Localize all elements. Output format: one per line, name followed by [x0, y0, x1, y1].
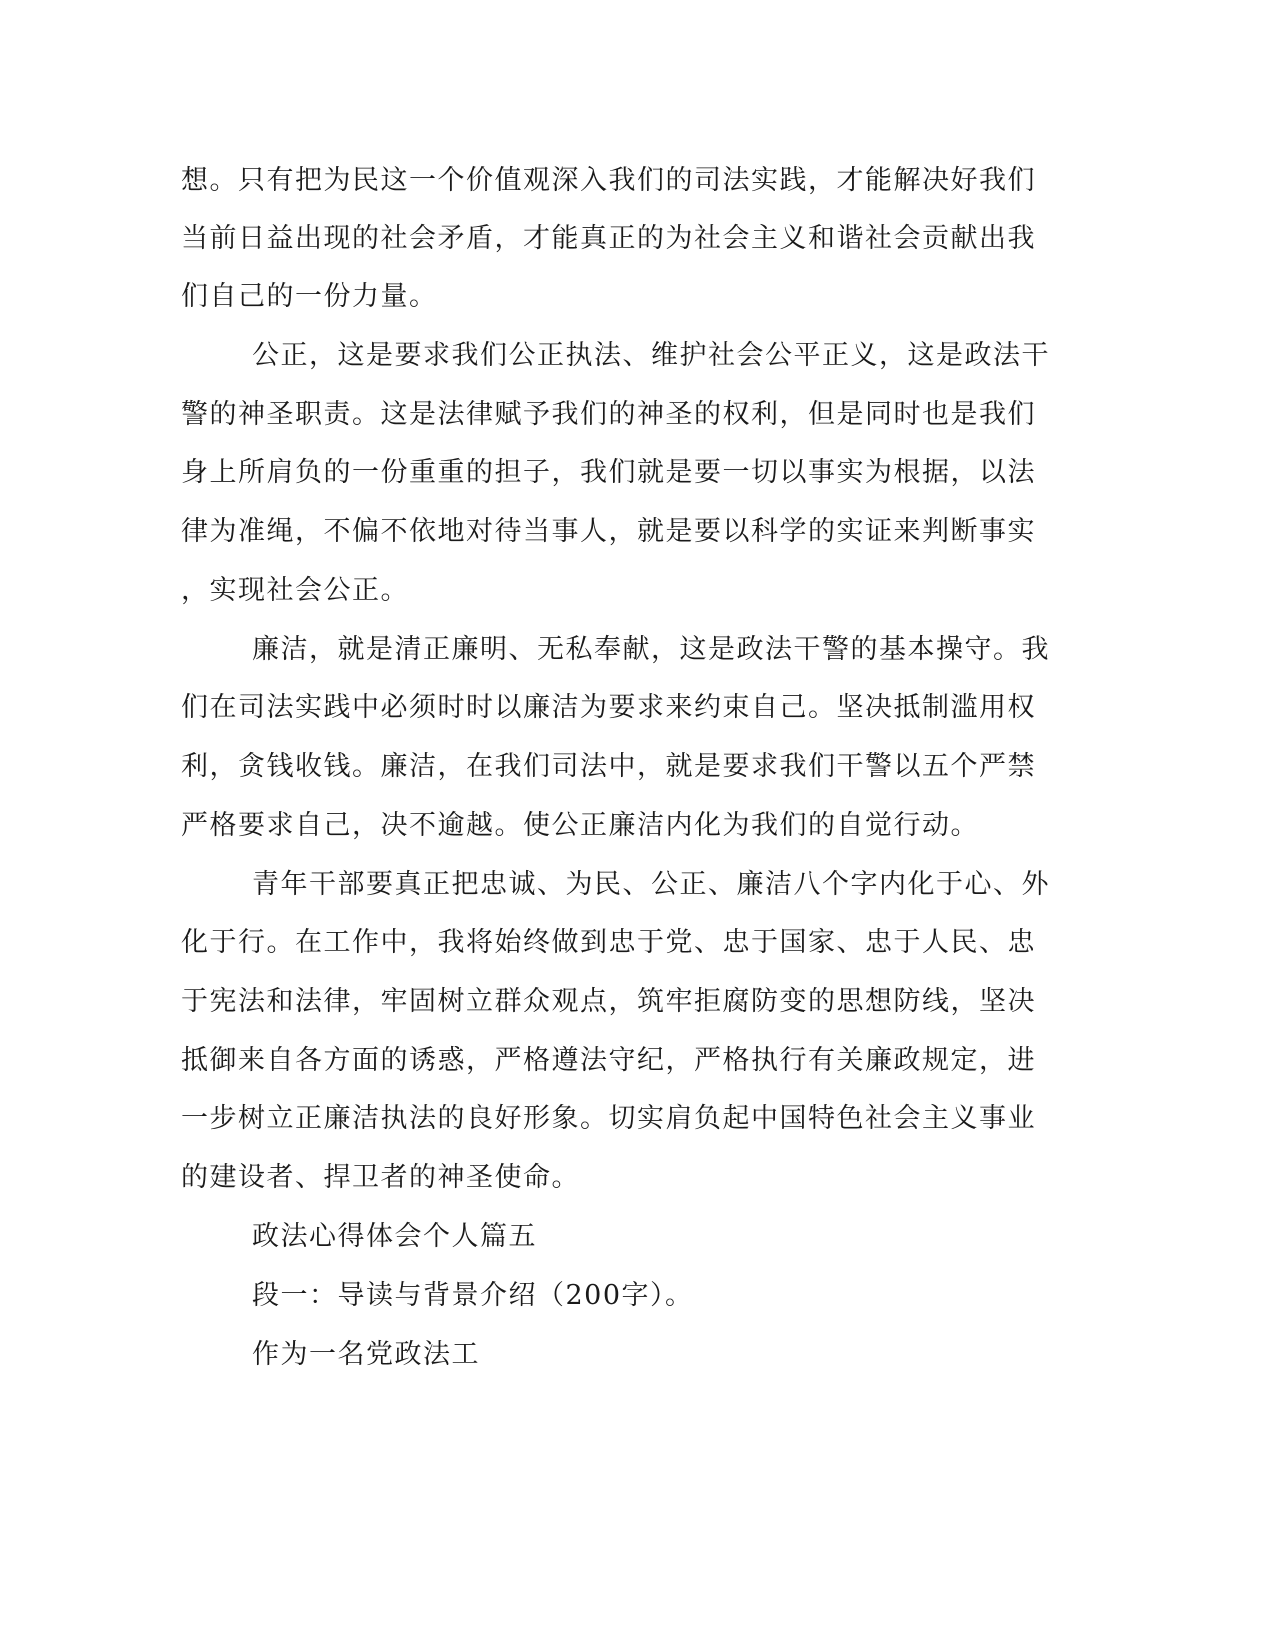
text-line: 利，贪钱收钱。廉洁，在我们司法中，就是要求我们干警以五个严禁 [181, 751, 1036, 782]
paragraph-start-line: 廉洁，就是清正廉明、无私奉献，这是政法干警的基本操守。我 [252, 634, 1050, 665]
text-line: 们在司法实践中必须时时以廉洁为要求来约束自己。坚决抵制滥用权 [181, 692, 1036, 723]
text-line: 抵御来自各方面的诱惑，严格遵法守纪，严格执行有关廉政规定，进 [181, 1045, 1036, 1076]
text-line: 身上所肩负的一份重重的担子，我们就是要一切以事实为根据，以法 [181, 457, 1036, 488]
text-line: 于宪法和法律，牢固树立群众观点，筑牢拒腐防变的思想防线，坚决 [181, 986, 1036, 1017]
text-line: 严格要求自己，决不逾越。使公正廉洁内化为我们的自觉行动。 [181, 810, 979, 841]
subsection-heading: 段一：导读与背景介绍（200字）。 [252, 1280, 694, 1311]
text-line: 们自己的一份力量。 [181, 281, 438, 312]
paragraph-start-line: 作为一名党政法工 [252, 1339, 480, 1370]
text-line: 的建设者、捍卫者的神圣使命。 [181, 1162, 580, 1193]
paragraph-start-line: 青年干部要真正把忠诚、为民、公正、廉洁八个字内化于心、外 [252, 869, 1050, 900]
paragraph-start-line: 公正，这是要求我们公正执法、维护社会公平正义，这是政法干 [252, 340, 1050, 371]
text-line: 警的神圣职责。这是法律赋予我们的神圣的权利，但是同时也是我们 [181, 399, 1036, 430]
text-line: 一步树立正廉洁执法的良好形象。切实肩负起中国特色社会主义事业 [181, 1103, 1036, 1134]
text-line: 化于行。在工作中，我将始终做到忠于党、忠于国家、忠于人民、忠 [181, 927, 1036, 958]
text-line: 想。只有把为民这一个价值观深入我们的司法实践，才能解决好我们 [181, 165, 1036, 196]
text-line: 当前日益出现的社会矛盾，才能真正的为社会主义和谐社会贡献出我 [181, 223, 1036, 254]
text-line: 律为准绳，不偏不依地对待当事人，就是要以科学的实证来判断事实 [181, 516, 1036, 547]
text-line: ，实现社会公正。 [181, 575, 409, 606]
section-heading: 政法心得体会个人篇五 [252, 1221, 537, 1252]
